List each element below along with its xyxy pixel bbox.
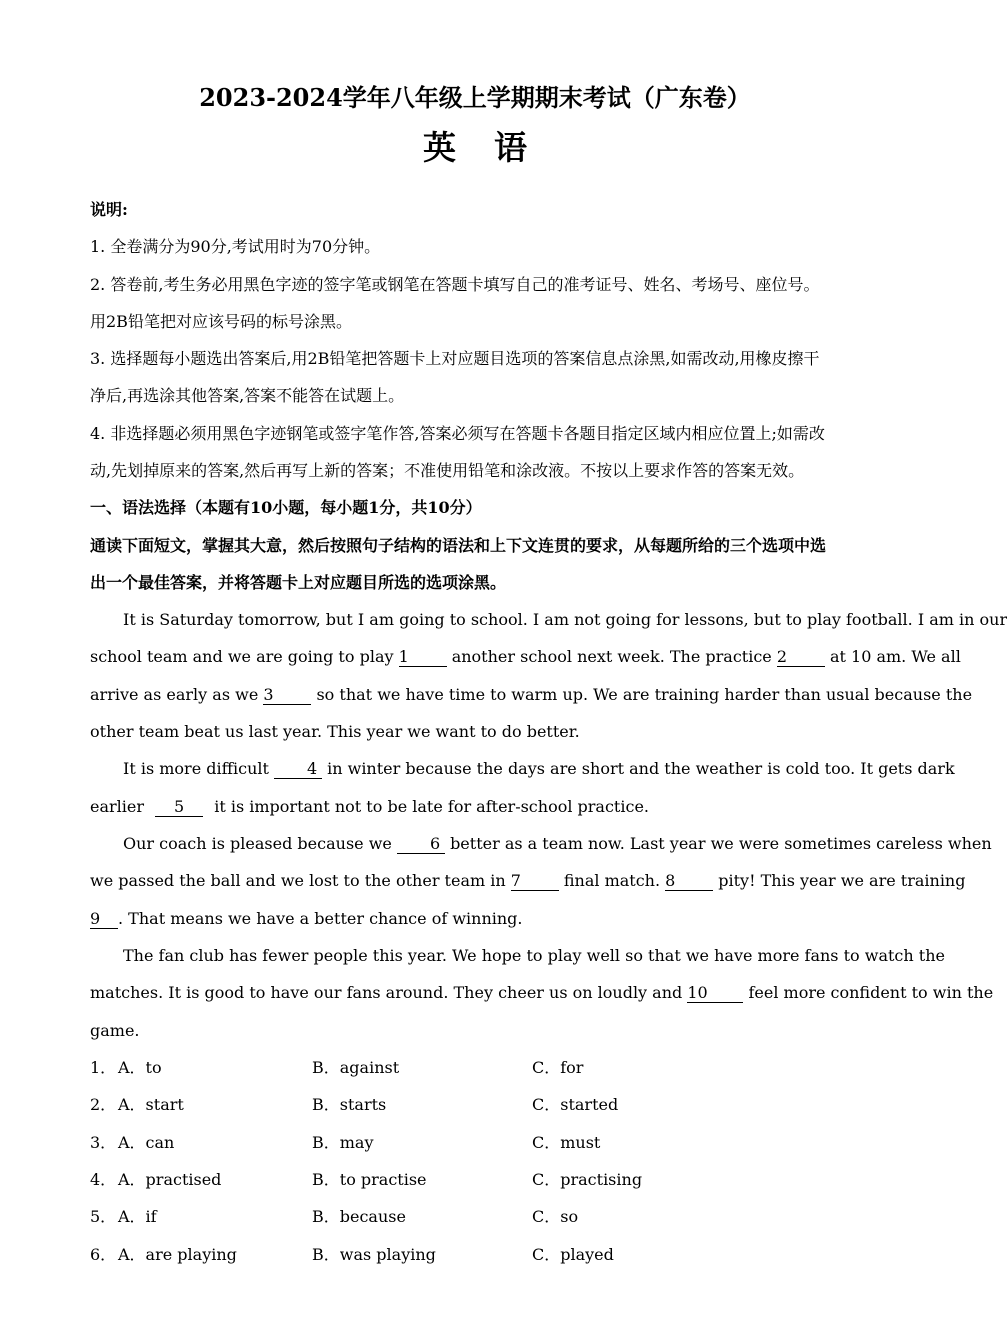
blank-6: 6 bbox=[397, 835, 445, 854]
option-c: C．started bbox=[532, 1095, 619, 1114]
passage-line: 9 . That means we have a better chance of winning. bbox=[90, 909, 523, 928]
option-c: C．must bbox=[532, 1133, 601, 1152]
instruction-line: 动,先划掉原来的答案,然后再写上新的答案；不准使用铅笔和涂改液。不按以上要求作答的答案无效。 bbox=[90, 461, 805, 480]
section-heading: 一、语法选择（本题有10小题，每小题1分，共10分） bbox=[90, 498, 482, 517]
option-c: C．so bbox=[532, 1207, 579, 1226]
instruction-line: 4. 非选择题必须用黑色字迹钢笔或签字笔作答,答案必须写在答题卡各题目指定区域内相应位置上;如需改 bbox=[90, 424, 825, 443]
blank-7: 7 bbox=[511, 872, 559, 891]
option-c: C．for bbox=[532, 1058, 584, 1077]
option-a: A．to bbox=[118, 1058, 162, 1077]
option-a: A．practised bbox=[118, 1170, 222, 1189]
passage-line: It is more difficult 4 in winter because the days are short and the weather is cold too. It gets dark bbox=[123, 759, 955, 778]
option-b: B．because bbox=[312, 1207, 406, 1226]
passage-line: game. bbox=[90, 1021, 140, 1040]
passage-line: arrive as early as we 3 so that we have time to warm up. We are training harder than usual because the bbox=[90, 685, 973, 704]
question-number: 2． bbox=[90, 1095, 117, 1114]
instruction-line: 用2B铅笔把对应该号码的标号涂黑。 bbox=[90, 312, 352, 331]
instruction-line: 净后,再选涂其他答案,答案不能答在试题上。 bbox=[90, 386, 405, 405]
blank-2: 2 bbox=[777, 648, 825, 667]
blank-9: 9 bbox=[90, 910, 118, 929]
section-directions: 出一个最佳答案，并将答题卡上对应题目所选的选项涂黑。 bbox=[90, 573, 507, 592]
instruction-line: 2. 答卷前,考生务必用黑色字迹的签字笔或钢笔在答题卡填写自己的准考证号、姓名、考场号、座位号。 bbox=[90, 275, 820, 294]
passage-line: we passed the ball and we lost to the other team in 7 final match. 8 pity! This year we are training bbox=[90, 871, 966, 890]
option-b: B．starts bbox=[312, 1095, 387, 1114]
passage-line: Our coach is pleased because we 6 better as a team now. Last year we were sometimes careless when bbox=[123, 834, 992, 853]
blank-1: 1 bbox=[399, 648, 447, 667]
question-number: 6． bbox=[90, 1245, 117, 1264]
passage-line: other team beat us last year. This year we want to do better. bbox=[90, 722, 580, 741]
blank-4: 4 bbox=[274, 760, 322, 779]
question-number: 5． bbox=[90, 1207, 117, 1226]
option-b: B．to practise bbox=[312, 1170, 427, 1189]
passage-line: matches. It is good to have our fans around. They cheer us on loudly and 10 feel more confident to win the bbox=[90, 983, 994, 1002]
option-c: C．played bbox=[532, 1245, 614, 1264]
blank-3: 3 bbox=[263, 686, 311, 705]
passage-line: The fan club has fewer people this year. We hope to play well so that we have more fans to watch the bbox=[123, 946, 945, 965]
question-number: 4． bbox=[90, 1170, 117, 1189]
option-b: B．may bbox=[312, 1133, 374, 1152]
instruction-line: 3. 选择题每小题选出答案后,用2B铅笔把答题卡上对应题目选项的答案信息点涂黑,如需改动,用橡皮擦干 bbox=[90, 349, 820, 368]
question-number: 1． bbox=[90, 1058, 117, 1077]
blank-8: 8 bbox=[665, 872, 713, 891]
passage-line: It is Saturday tomorrow, but I am going to school. I am not going for lessons, but to play football. I am in our bbox=[123, 610, 1007, 629]
exam-title: 2023-2024学年八年级上学期期末考试（广东卷） bbox=[199, 83, 751, 112]
section-directions: 通读下面短文，掌握其大意，然后按照句子结构的语法和上下文连贯的要求，从每题所给的三个选项中选 bbox=[90, 536, 827, 555]
option-c: C．practising bbox=[532, 1170, 643, 1189]
passage-line: school team and we are going to play 1 another school next week. The practice 2 at 10 am. We all bbox=[90, 647, 961, 666]
option-a: A．if bbox=[118, 1207, 157, 1226]
option-a: A．are playing bbox=[118, 1245, 237, 1264]
blank-10: 10 bbox=[687, 984, 743, 1003]
option-b: B．was playing bbox=[312, 1245, 436, 1264]
instruction-line: 1. 全卷满分为90分,考试用时为70分钟。 bbox=[90, 237, 381, 256]
instructions-heading: 说明: bbox=[90, 200, 128, 219]
option-a: A．can bbox=[118, 1133, 175, 1152]
subject-title: 英语 bbox=[423, 128, 565, 167]
option-b: B．against bbox=[312, 1058, 400, 1077]
option-a: A．start bbox=[118, 1095, 184, 1114]
passage-line: earlier 5 it is important not to be late for after-school practice. bbox=[90, 797, 649, 816]
question-number: 3． bbox=[90, 1133, 117, 1152]
blank-5: 5 bbox=[155, 798, 203, 817]
